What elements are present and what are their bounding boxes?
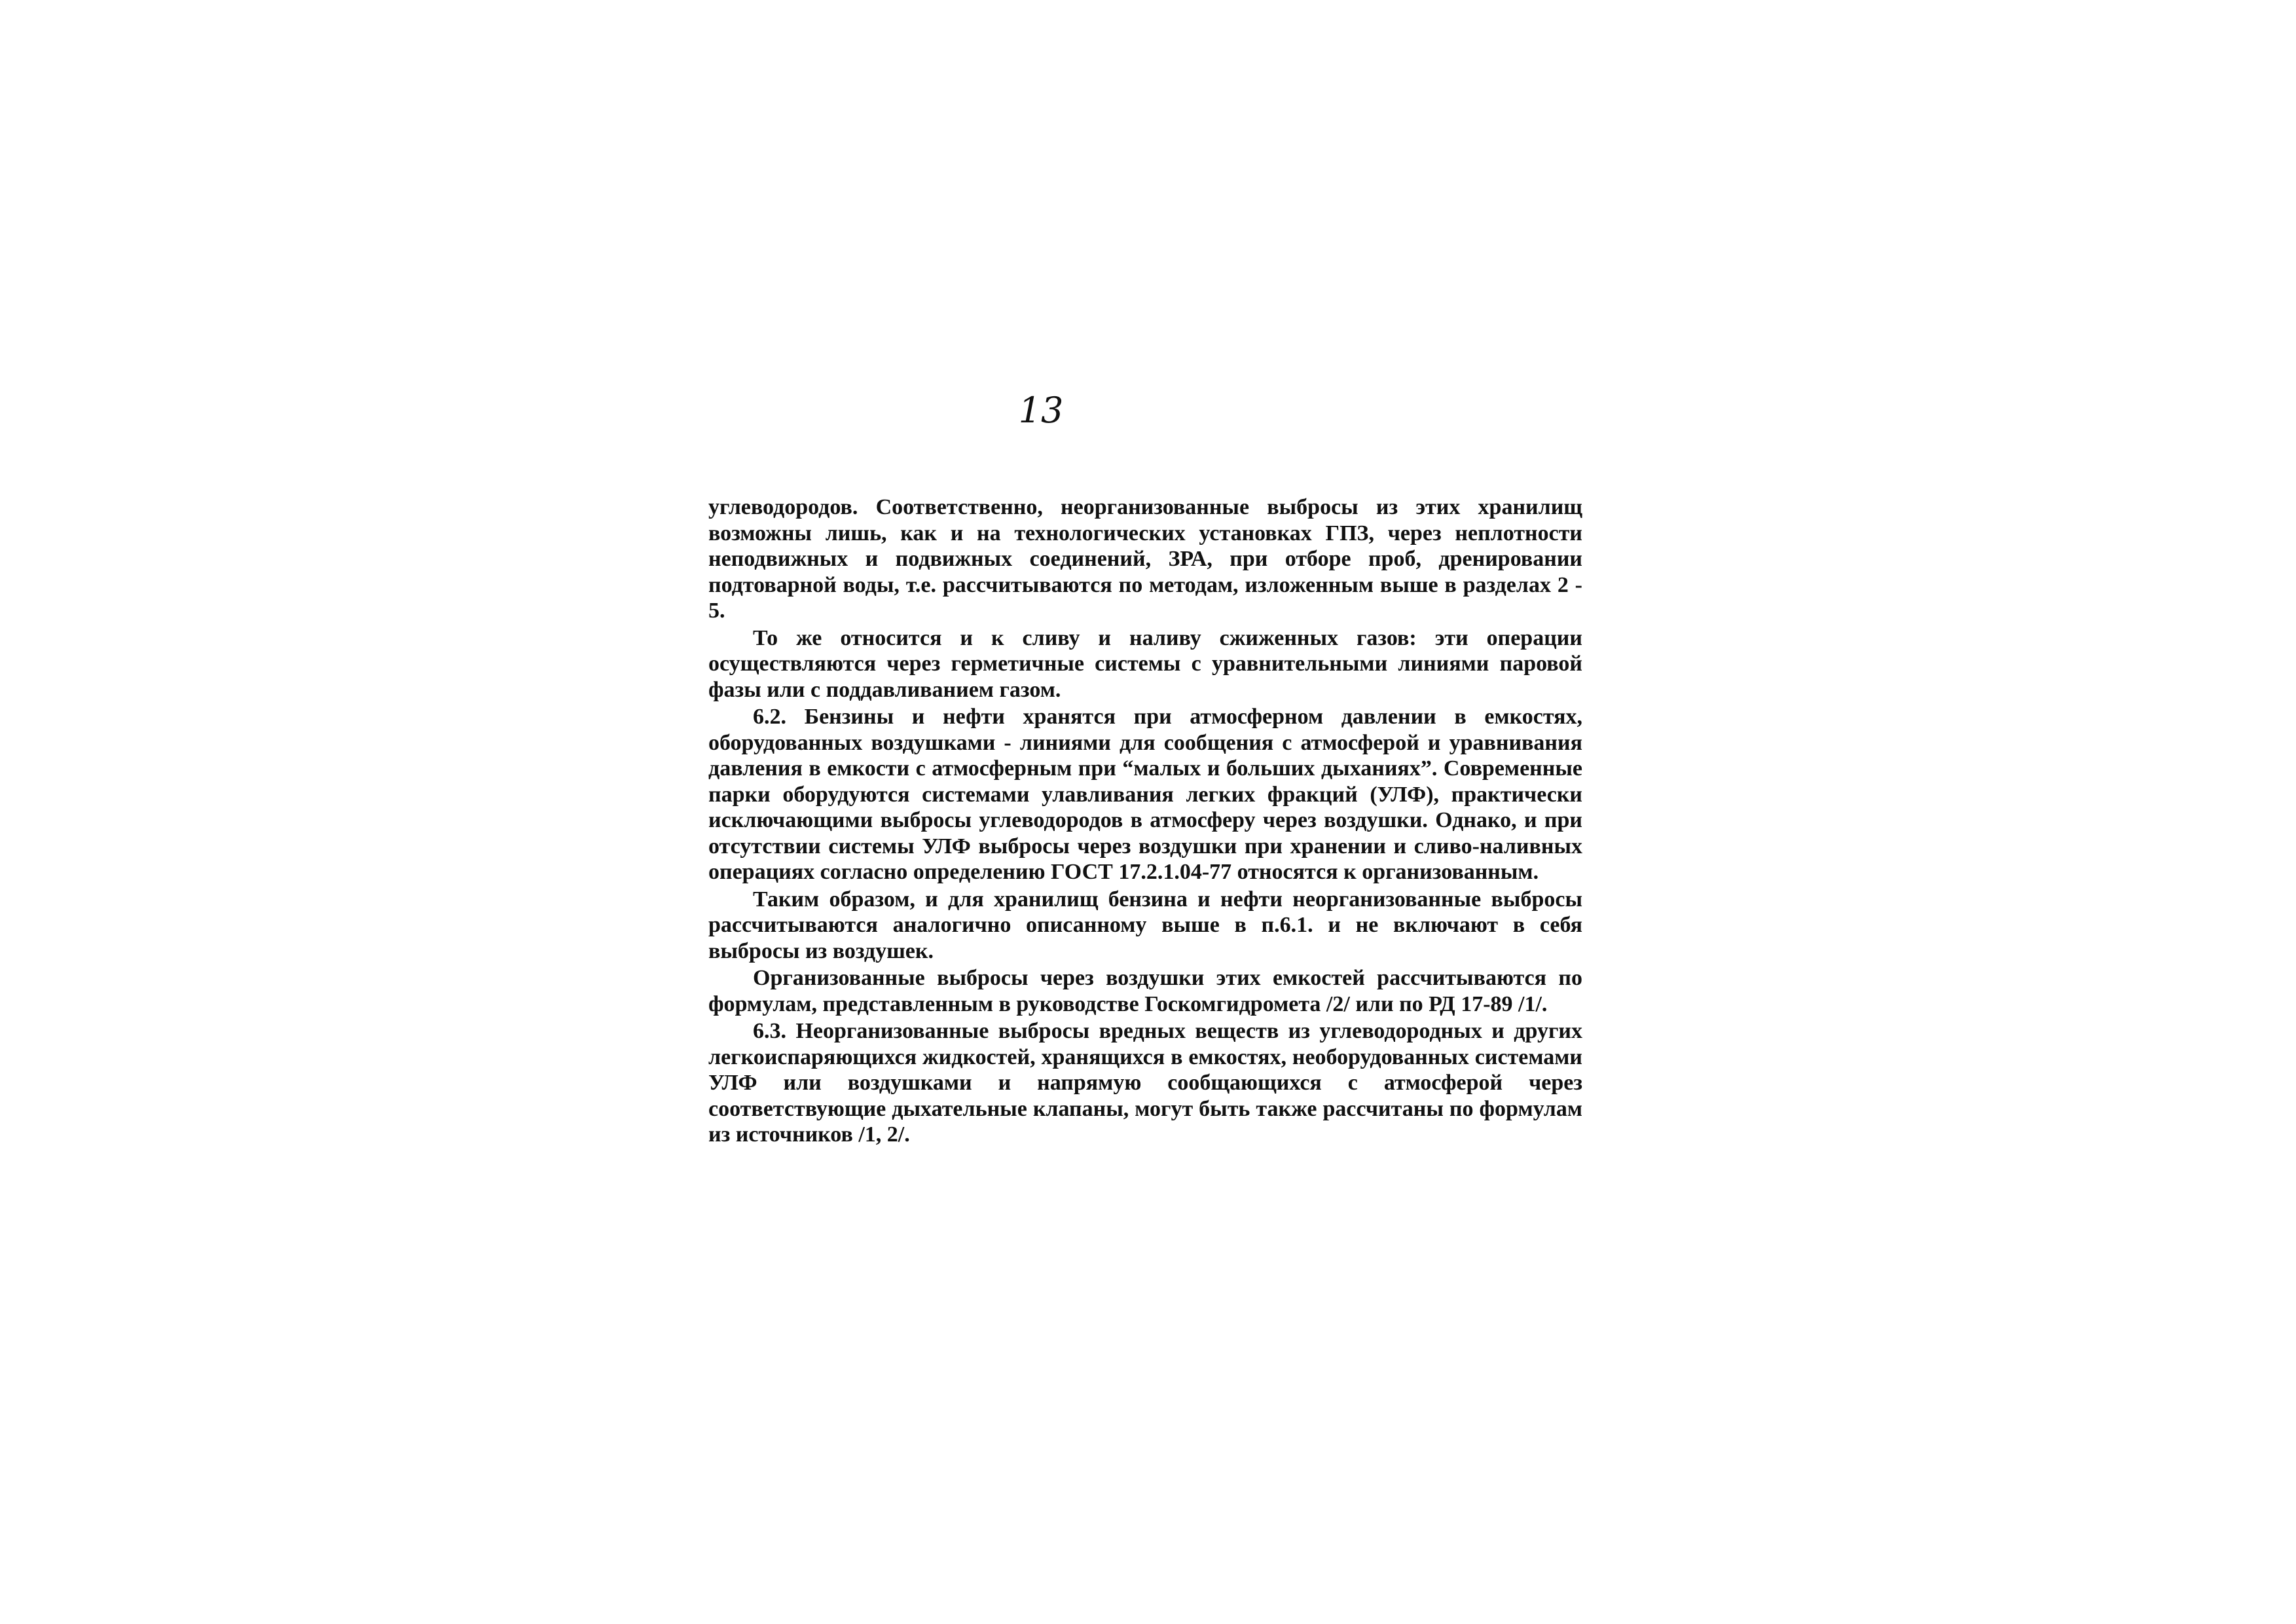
- paragraph-liquefied-gases: То же относится и к сливу и наливу сжиженных газов: эти операции осуществляются через герметичные системы с уравнительными линиями паровой фазы или с поддавливанием газом.: [708, 625, 1582, 702]
- paragraph-section-6-3: 6.3. Неорганизованные выбросы вредных веществ из углеводородных и других легкоиспаряющихся жидкостей, хранящихся в емкостях, необорудованных системами УЛФ или воздушками и напрямую сообщающихся с атмосферой через соответствующие дыхательные клапаны, могут быть также рассчитаны по формулам из источников /1, 2/.: [708, 1019, 1582, 1147]
- page-number: 13: [1018, 390, 1064, 431]
- paragraph-section-6-2: 6.2. Бензины и нефти хранятся при атмосферном давлении в емкостях, оборудованных воздушками - линиями для сообщения с атмосферой и уравнивания давления в емкости с атмосферным при “малых и больших дыханиях”. Современные парки оборудуются системами улавливания легких фракций (УЛФ), практически исключающими выбросы углеводородов в атмосферу через воздушки. Однако, и при отсутствии системы УЛФ выбросы через воздушки при хранении и сливо-наливных операциях согласно определению ГОСТ 17.2.1.04-77 относятся к организованным.: [708, 705, 1582, 884]
- body-text: [708, 494, 1582, 1149]
- paragraph-organized-emissions: Организованные выбросы через воздушки этих емкостей рассчитываются по формулам, представленным в руководстве Госкомгидромета /2/ или по РД 17-89 /1/.: [708, 966, 1582, 1016]
- paragraph-summary: Таким образом, и для хранилищ бензина и нефти неорганизованные выбросы рассчитываются аналогично описанному выше в п.6.1. и не включают в себя выбросы из воздушек.: [708, 887, 1582, 963]
- paragraph-continuation: углеводородов. Соответственно, неорганизованные выбросы из этих хранилищ возможны лишь, как и на технологических установках ГПЗ, через неплотности неподвижных и подвижных соединений, ЗРА, при отборе проб, дренировании подтоварной воды, т.е. рассчитываются по методам, изложенным выше в разделах 2 - 5.: [708, 495, 1582, 623]
